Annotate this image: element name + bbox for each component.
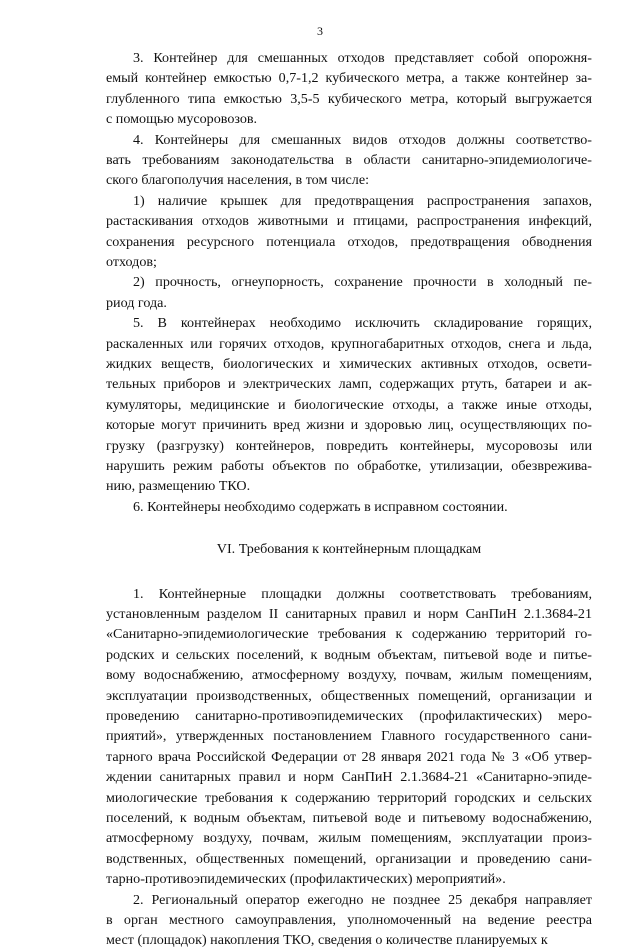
text-line: установленным разделом II санитарных правил и норм СанПиН 2.1.3684-21 bbox=[106, 606, 592, 622]
text-line: 1) наличие крышек для предотвращения распространения запахов, bbox=[133, 192, 592, 209]
text-line: мест (площадок) накопления ТКО, сведения о количестве планируемых к bbox=[106, 932, 548, 949]
text-line: тельных приборов и электрических ламп, содержащих ртуть, батареи и ак- bbox=[106, 376, 592, 393]
text-line: емый контейнер емкостью 0,7-1,2 кубического метра, а также контейнер за- bbox=[106, 70, 592, 87]
text-line: вать требованиям законодательства в области санитарно-эпидемиологиче- bbox=[106, 152, 592, 168]
text-line: 6. Контейнеры необходимо содержать в исправном состоянии. bbox=[133, 498, 508, 515]
text-line: риод года. bbox=[106, 294, 167, 311]
text-line: миологические требования к содержанию территорий городских и сельских bbox=[106, 789, 592, 806]
text-line: 4. Контейнеры для смешанных видов отходов должны соответство- bbox=[133, 131, 592, 148]
text-line: ского благополучия населения, в том числе: bbox=[106, 172, 369, 189]
text-line: 1. Контейнерные площадки должны соответствовать требованиям, bbox=[133, 585, 592, 602]
text-line: приятий», утвержденных постановлением Главного государственного сани- bbox=[106, 728, 592, 745]
text-line: эксплуатации производственных, общественных помещений, организации и bbox=[106, 687, 592, 704]
text-line: кумуляторы, медицинские и биологические отходы, а также иные отходы, bbox=[106, 396, 592, 413]
text-line: проведению санитарно-противоэпидемических (профилактических) меро- bbox=[106, 708, 592, 724]
text-line: раскаленных или горячих отходов, крупногабаритных отходов, снега и льда, bbox=[106, 335, 592, 352]
section-heading: VI. Требования к контейнерным площадкам bbox=[216, 541, 482, 558]
text-line: глубленного типа емкостью 3,5-5 кубического метра, который выгружается bbox=[106, 90, 592, 107]
page-number: 3 bbox=[317, 24, 323, 38]
text-line: 2) прочность, огнеупорность, сохранение прочности в холодный пе- bbox=[133, 274, 592, 291]
text-line: сохранения ресурсного потенциала отходов, предотвращения обводнения bbox=[106, 233, 592, 250]
text-line: которые могут причинить вред жизни и здоровью лиц, осуществляющих по- bbox=[106, 417, 592, 434]
text-line: жидких веществ, биологических и химических активных отходов, освети- bbox=[106, 356, 592, 372]
text-line: нарушить режим работы объектов по обработке, утилизации, обезврежива- bbox=[106, 458, 592, 474]
text-line: атмосферному воздуху, почвам, жилым помещениям, эксплуатации произ- bbox=[106, 830, 592, 847]
text-line: тарно-противоэпидемических (профилактических) мероприятий». bbox=[106, 871, 506, 888]
text-line: «Санитарно-эпидемиологические требования к содержанию территорий го- bbox=[106, 626, 592, 643]
text-line: с помощью мусоровозов. bbox=[106, 111, 258, 128]
text-line: грузку (разгрузку) контейнеров, повредить контейнеры, мусоровозы или bbox=[106, 437, 592, 454]
text-line: растаскивания отходов животными и птицами, распространения инфекций, bbox=[106, 213, 592, 230]
text-line: родских и сельских поселений, к водным объектам, питьевой воде и питье- bbox=[106, 646, 592, 663]
text-line: 2. Региональный оператор ежегодно не позднее 25 декабря направляет bbox=[133, 891, 592, 908]
text-line: водственных, общественных помещений, организации и проведению сани- bbox=[106, 850, 592, 867]
text-line: нию, размещению ТКО. bbox=[106, 478, 251, 495]
text-line: 3. Контейнер для смешанных отходов представляет собой опорожня- bbox=[133, 50, 592, 66]
text-line: 5. В контейнерах необходимо исключить складирование горящих, bbox=[133, 315, 592, 332]
text-line: поселений, к водным объектам, питьевой воде и питьевому водоснабжению, bbox=[106, 810, 592, 826]
text-line: вому водоснабжению, атмосферному воздуху, почвам, жилым помещениям, bbox=[106, 667, 592, 684]
text-line: тарного врача Российской Федерации от 28 января 2021 года № 3 «Об утвер- bbox=[106, 748, 592, 765]
text-line: в орган местного самоуправления, уполномоченный на ведение реестра bbox=[106, 912, 592, 928]
text-line: отходов; bbox=[106, 254, 157, 270]
text-line: ждении санитарных правил и норм СанПиН 2.1.3684-21 «Санитарно-эпиде- bbox=[106, 769, 592, 786]
